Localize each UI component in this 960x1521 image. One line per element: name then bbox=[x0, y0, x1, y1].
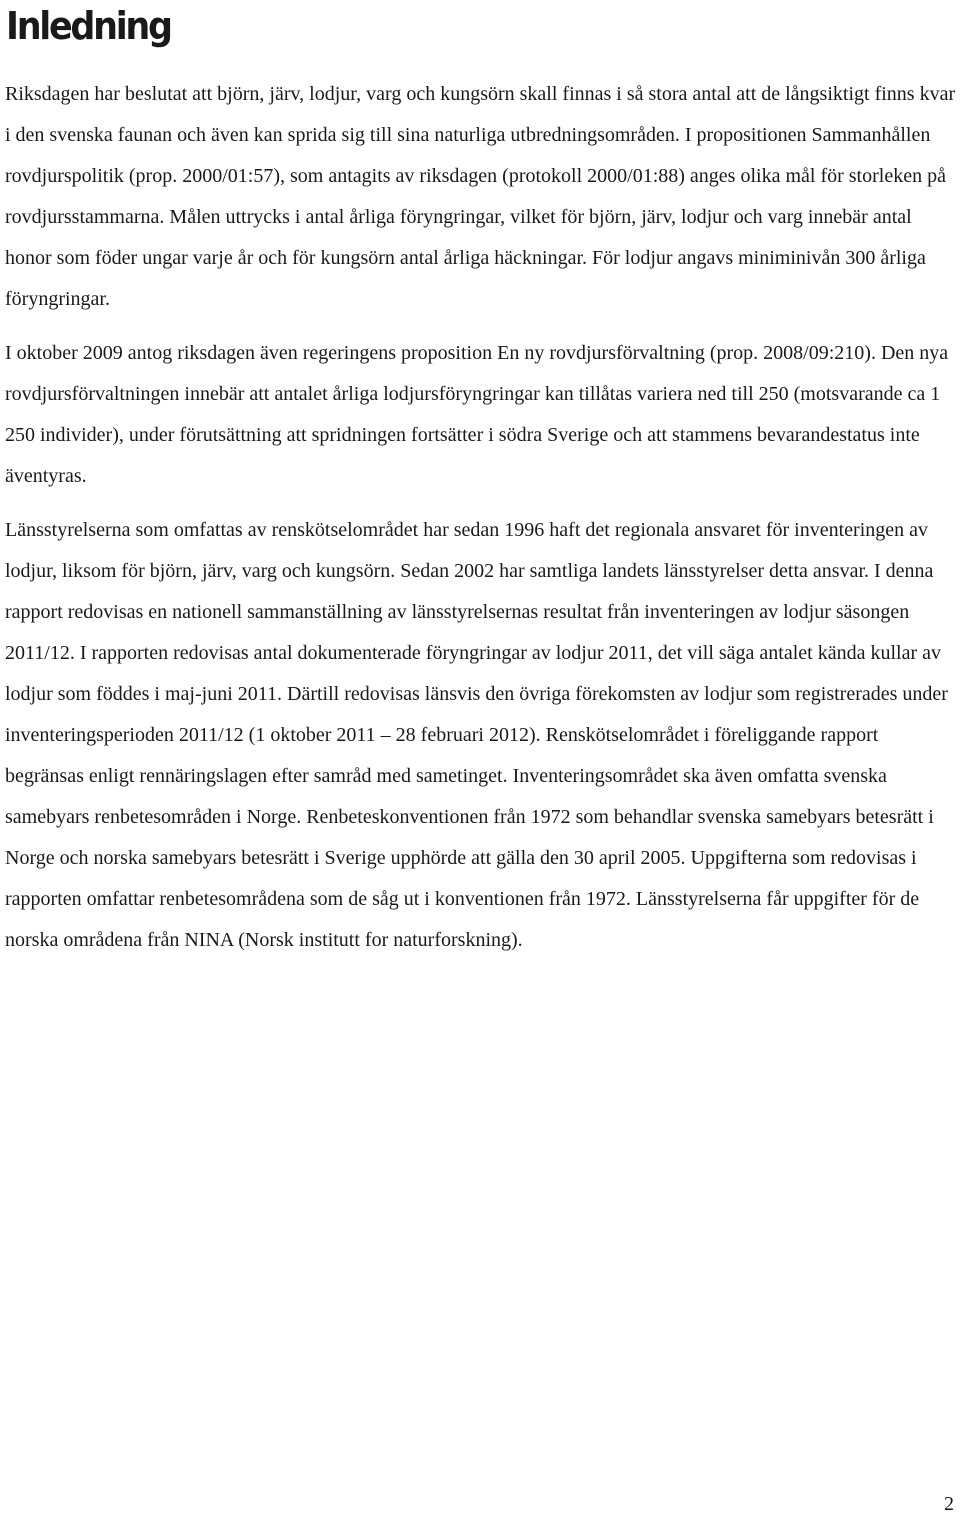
body-text bbox=[5, 74, 957, 974]
paragraph-1: Riksdagen har beslutat att björn, järv, lodjur, varg och kungsörn skall finnas i så stora antal att de långsiktigt finns kvar i den svenska faunan och även kan sprida sig till sina naturliga utbredningsområden. I propositionen Sammanhållen rovdjurspolitik (prop. 2000/01:57), som antagits av riksdagen (protokoll 2000/01:88) anges olika mål för storleken på rovdjursstammarna. Målen uttrycks i antal årliga föryngringar, vilket för björn, järv, lodjur och varg innebär antal honor som föder ungar varje år och för kungsörn antal årliga häckningar. För lodjur angavs miniminivån 300 årliga föryngringar. bbox=[5, 83, 956, 310]
page-number: 2 bbox=[944, 1493, 954, 1515]
paragraph-2: I oktober 2009 antog riksdagen även regeringens proposition En ny rovdjursförvaltning (prop. 2008/09:210). Den nya rovdjursförvaltningen innebär att antalet årliga lodjursföryngringar kan tillåtas variera ned till 250 (motsvarande ca 1 250 individer), under förutsättning att spridningen fortsätter i södra Sverige och att stammens bevarandestatus inte äventyras. bbox=[5, 342, 949, 487]
section-heading: Inledning bbox=[6, 4, 171, 48]
paragraph-3: Länsstyrelserna som omfattas av renskötselområdet har sedan 1996 haft det regionala ansvaret för inventeringen av lodjur, liksom för björn, järv, varg och kungsörn. Sedan 2002 har samtliga landets länsstyrelser detta ansvar. I denna rapport redovisas en nationell sammanställning av länsstyrelsernas resultat från inventeringen av lodjur säsongen 2011/12. I rapporten redovisas antal dokumenterade föryngringar av lodjur 2011, det vill säga antalet kända kullar av lodjur som föddes i maj-juni 2011. Därtill redovisas länsvis den övriga förekomsten av lodjur som registrerades under inventeringsperioden 2011/12 (1 oktober 2011 – 28 februari 2012). Renskötselområdet i föreliggande rapport begränsas enligt rennäringslagen efter samråd med sametinget. Inventeringsområdet ska även omfatta svenska samebyars renbetesområden i Norge. Renbeteskonventionen från 1972 som behandlar svenska samebyars betesrätt i Norge och norska samebyars betesrätt i Sverige upphörde att gälla den 30 april 2005. Uppgifterna som redovisas i rapporten omfattar renbetesområdena som de såg ut i konventionen från 1972. Länsstyrelserna får uppgifter för de norska områdena från NINA (Norsk institutt for naturforskning). bbox=[5, 519, 948, 951]
